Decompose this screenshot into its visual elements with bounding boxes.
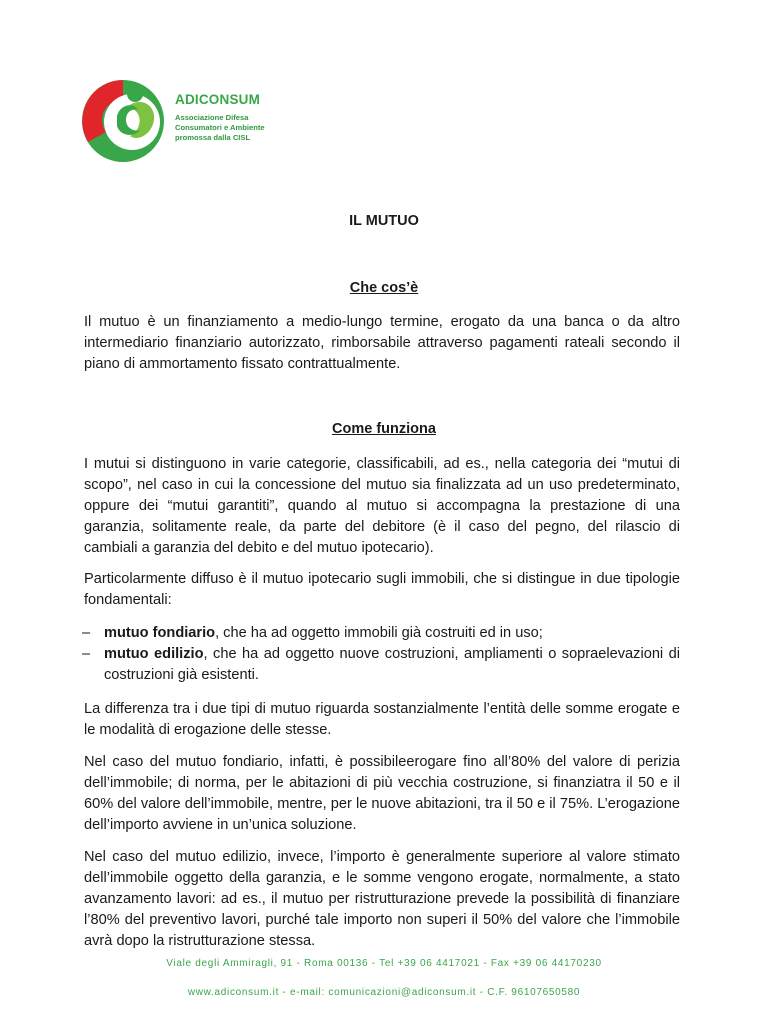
brand-sub-line-2: Consumatori e Ambiente xyxy=(175,123,265,132)
list-item-fondiario xyxy=(82,623,680,644)
paragraph-fondiario: Nel caso del mutuo fondiario, infatti, è possibileerogare fino all’80% del valore di perizia dell’immobile; di norma, per le abitazioni di più vecchia costruzione, si finanziatra il 50 e il 60% del valore dell’immobile, mentre, per le nuove abitazioni, tra il 50 e il 75%. L’erogazione dell’importo avviene in un’unica soluzione. xyxy=(84,754,680,833)
list-dash: – xyxy=(82,646,91,662)
term-fondiario: mutuo fondiario xyxy=(104,625,216,641)
brand-name: ADICONSUM xyxy=(175,92,261,107)
brand-sub-line-3: promossa dalla CISL xyxy=(175,133,251,142)
list-item-edilizio xyxy=(82,644,680,686)
paragraph-differenza: La differenza tra i due tipi di mutuo riguarda sostanzialmente l’entità delle somme erogate e le modalità di erogazione delle stesse. xyxy=(84,701,680,738)
section-title-come-funziona: Come funziona xyxy=(332,421,436,437)
list-item-text: , che ha ad oggetto immobili già costruiti ed in uso; xyxy=(215,625,543,641)
footer-contacts: www.adiconsum.it - e-mail: comunicazioni@adiconsum.it - C.F. 96107650580 xyxy=(187,987,581,998)
paragraph-edilizio: Nel caso del mutuo edilizio, invece, l’importo è generalmente superiore al valore stimato dell’immobile oggetto della garanzia, e le somme vengono erogate, normalmente, a stato avanzamento lavori: ad es., il mutuo per ristrutturazione prevede la possibilità di finanziare l’80% del preventivo lavori, purché tale importo non superi il 50% del valore che l’immobile avrà dopo la ristrutturazione stessa. xyxy=(84,849,680,949)
adiconsum-logo xyxy=(82,76,164,164)
section-title-che-cose: Che cos’è xyxy=(349,280,419,296)
term-edilizio: mutuo edilizio xyxy=(104,646,204,662)
footer-address: Viale degli Ammiragli, 91 - Roma 00136 - Tel +39 06 4417021 - Fax +39 06 44170230 xyxy=(166,958,602,969)
paragraph-categories: I mutui si distinguono in varie categorie, classificabili, ad es., nella categoria dei “mutui di scopo”, nel caso in cui la concessione del mutuo sia finalizzata ad un uso predeterminato, oppure dei “mutui garantiti”, quando al mutuo si accompagna la prestazione di una garanzia, solitamente reale, da parte del debitore (è il caso del pegno, del rilascio di cambiali a garanzia del debito e del mutuo ipotecario). xyxy=(84,456,680,556)
brand-subtitle xyxy=(175,113,265,143)
brand-sub-line-1: Associazione Difesa xyxy=(175,113,249,122)
paragraph-definition: Il mutuo è un finanziamento a medio-lungo termine, erogato da una banca o da altro intermediario finanziario autorizzato, rimborsabile attraverso pagamenti rateali secondo il piano di ammortamento fissato contrattualmente. xyxy=(84,314,680,372)
document-title: IL MUTUO xyxy=(349,213,419,229)
brand-block xyxy=(175,92,265,143)
list-dash: – xyxy=(82,625,91,641)
paragraph-ipotecario: Particolarmente diffuso è il mutuo ipotecario sugli immobili, che si distingue in due tipologie fondamentali: xyxy=(84,571,680,608)
list-item-text: , che ha ad oggetto nuove costruzioni, ampliamenti o sopraelevazioni di costruzioni già esistenti. xyxy=(104,646,680,683)
